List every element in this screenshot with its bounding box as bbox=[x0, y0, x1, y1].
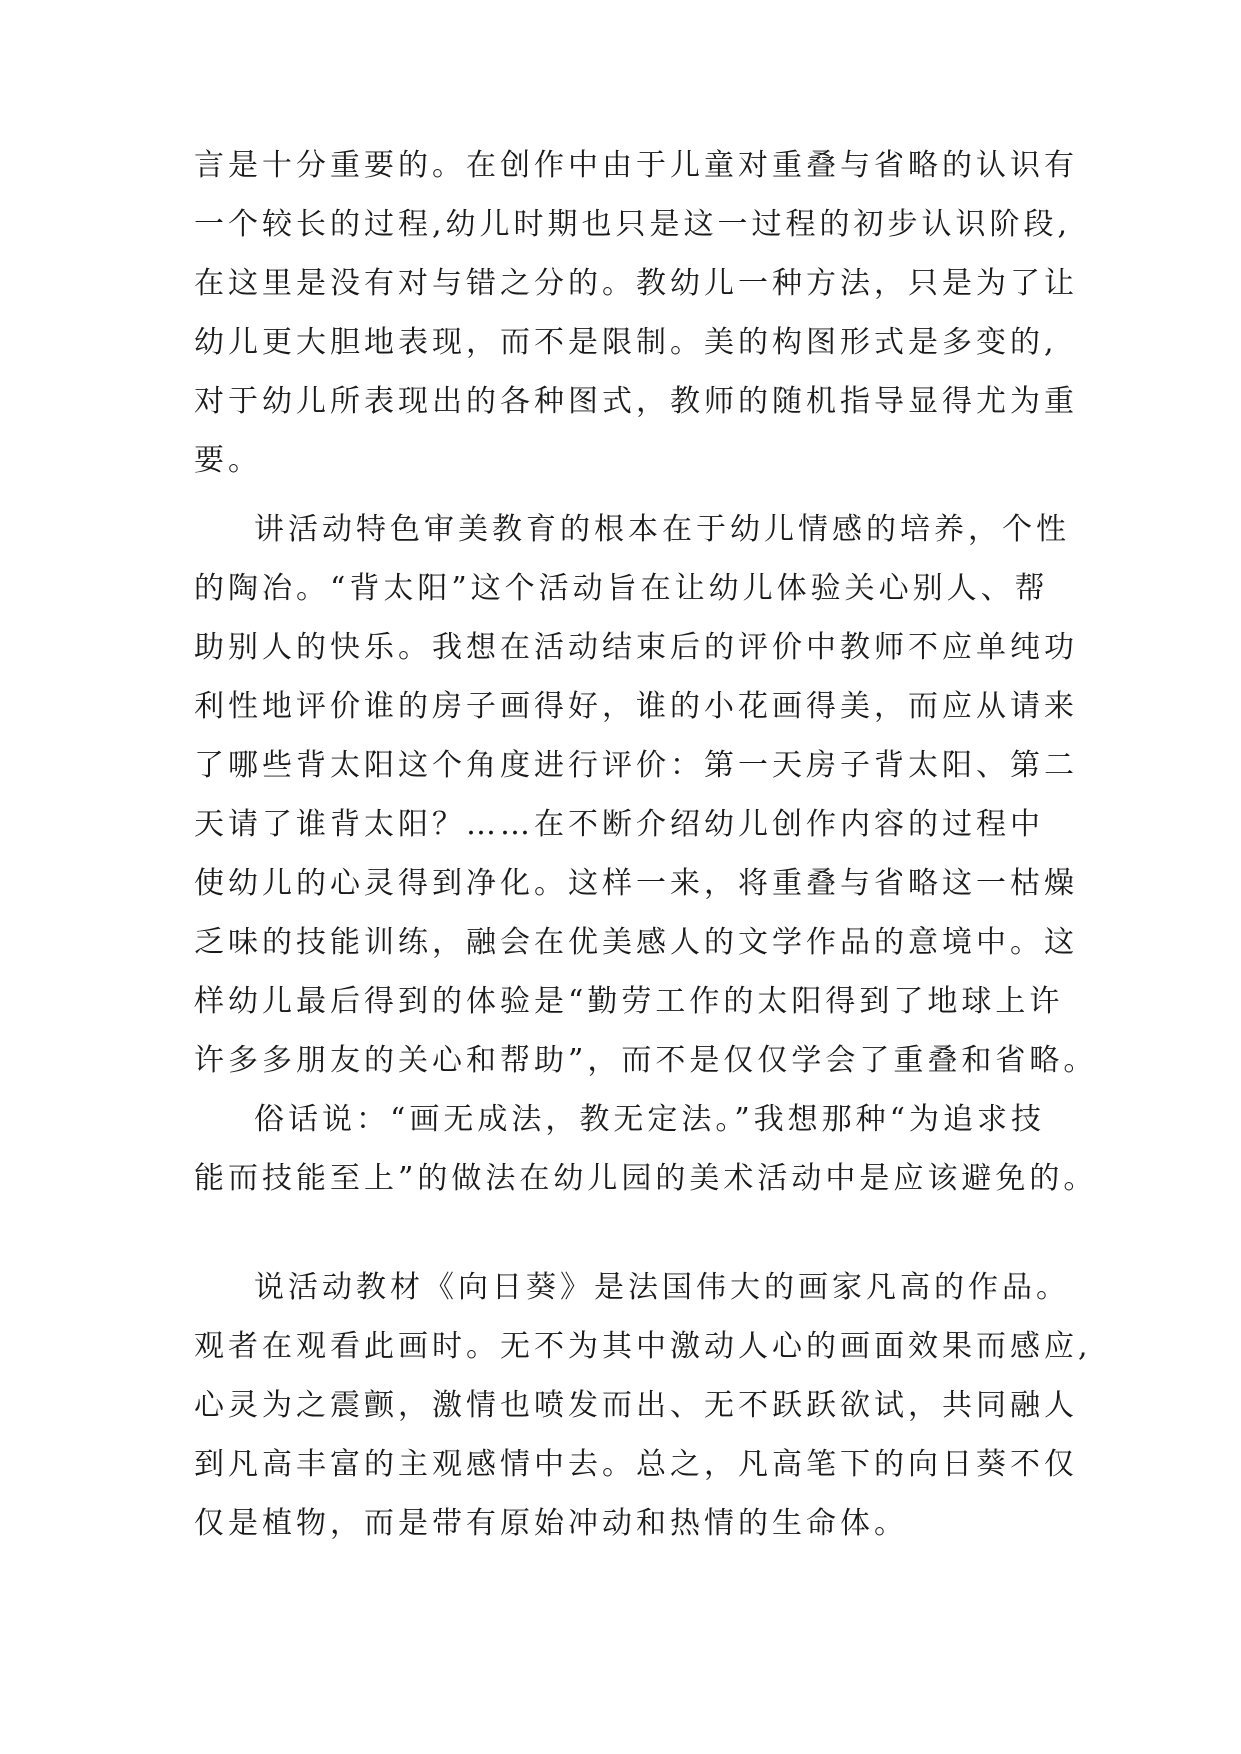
text-line: 了哪些背太阳这个角度进行评价：第一天房子背太阳、第二 bbox=[194, 748, 1078, 783]
text-line: 言是十分重要的。在创作中由于儿童对重叠与省略的认识有 bbox=[194, 148, 1078, 183]
text-line: 样幼儿最后得到的体验是“勤劳工作的太阳得到了地球上许 bbox=[194, 984, 1064, 1019]
text-line: 到凡高丰富的主观感情中去。总之，凡高笔下的向日葵不仅 bbox=[194, 1447, 1078, 1482]
text-line: 心灵为之震颤，激情也喷发而出、无不跃跃欲试，共同融人 bbox=[194, 1388, 1078, 1423]
text-line: 对于幼儿所表现出的各种图式，教师的随机指导显得尤为重 bbox=[194, 384, 1078, 419]
text-line: 说活动教材《向日葵》是法国伟大的画家凡高的作品。 bbox=[254, 1270, 1070, 1305]
text-line: 观者在观看此画时。无不为其中激动人心的画面效果而感应, bbox=[194, 1329, 1092, 1364]
text-line: 讲活动特色审美教育的根本在于幼儿情感的培养，个性 bbox=[254, 512, 1070, 547]
text-line: 一个较长的过程,幼儿时期也只是这一过程的初步认识阶段, bbox=[194, 207, 1072, 242]
text-line: 助别人的快乐。我想在活动结束后的评价中教师不应单纯功 bbox=[194, 630, 1078, 665]
text-line: 能而技能至上”的做法在幼儿园的美术活动中是应该避免的。 bbox=[194, 1161, 1098, 1196]
text-line: 在这里是没有对与错之分的。教幼儿一种方法，只是为了让 bbox=[194, 266, 1078, 301]
text-line: 俗话说：“画无成法，教无定法。”我想那种“为追求技 bbox=[254, 1102, 1046, 1137]
text-line: 利性地评价谁的房子画得好，谁的小花画得美，而应从请来 bbox=[194, 689, 1078, 724]
text-line: 要。 bbox=[194, 443, 262, 478]
text-line: 使幼儿的心灵得到净化。这样一来，将重叠与省略这一枯燥 bbox=[194, 866, 1078, 901]
text-line: 的陶冶。“背太阳”这个活动旨在让幼儿体验关心别人、帮 bbox=[194, 571, 1049, 606]
text-line: 仅是植物，而是带有原始冲动和热情的生命体。 bbox=[194, 1506, 908, 1541]
text-line: 幼儿更大胆地表现，而不是限制。美的构图形式是多变的, bbox=[194, 325, 1058, 360]
text-line: 乏味的技能训练，融会在优美感人的文学作品的意境中。这 bbox=[194, 925, 1078, 960]
text-line: 天请了谁背太阳？……在不断介绍幼儿创作内容的过程中 bbox=[194, 807, 1044, 842]
text-line: 许多多朋友的关心和帮助”，而不是仅仅学会了重叠和省略。 bbox=[194, 1043, 1098, 1078]
